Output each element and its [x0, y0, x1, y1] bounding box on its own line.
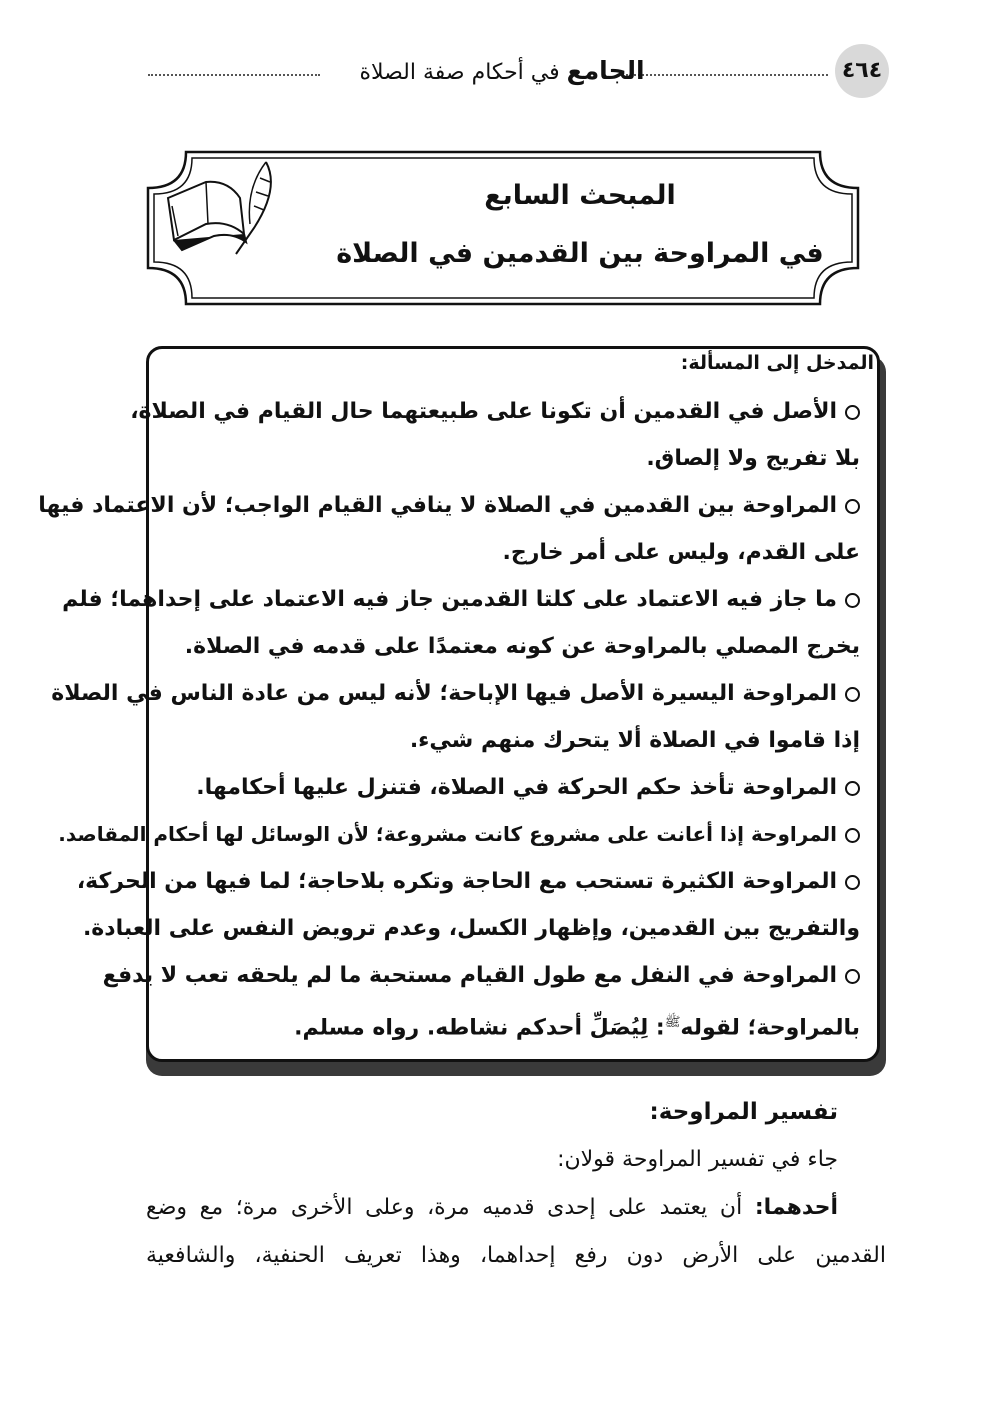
summary-line: المراوحة بين القدمين في الصلاة لا ينافي القيام الواجب؛ لأن الاعتماد فيها — [160, 482, 860, 529]
first-opinion-label: أحدهما: — [754, 1195, 838, 1220]
bullet-icon — [845, 781, 860, 796]
book-quill-icon — [162, 158, 282, 258]
bullet-icon — [845, 969, 860, 984]
header-title-rest: في أحكام صفة الصلاة — [359, 60, 560, 85]
body-text — [146, 1088, 886, 1280]
body-paragraph-line: القدمين على الأرض دون رفع إحداهما، وهذا تعريف الحنفية، والشافعية — [146, 1243, 886, 1268]
summary-line: ما جاز فيه الاعتماد على كلتا القدمين جاز فيه الاعتماد على إحداهما؛ فلم — [160, 576, 860, 623]
summary-line: والتفريج بين القدمين، وإظهار الكسل، وعدم ترويض النفس على العبادة. — [82, 916, 860, 941]
summary-line: المراوحة الكثيرة تستحب مع الحاجة وتكره بلاحاجة؛ لما فيها من الحركة، — [160, 858, 860, 905]
bullet-icon — [845, 828, 860, 843]
chapter-title: المبحث السابع — [484, 180, 676, 211]
summary-line: بلا تفريج ولا إلصاق. — [646, 446, 860, 471]
summary-line: المراوحة اليسيرة الأصل فيها الإباحة؛ لأنه ليس من عادة الناس في الصلاة — [160, 670, 860, 717]
summary-line: الأصل في القدمين أن تكونا على طبيعتهما حال القيام في الصلاة، — [160, 388, 860, 435]
summary-line: على القدم، وليس على أمر خارج. — [502, 540, 860, 565]
summary-line: بالمراوحة؛ لقوله$^ﷺ$: لِيُصَلِّ أحدكم نشاطه. رواه مسلم. — [294, 1015, 860, 1041]
honorific-glyph: ﷺ — [664, 1015, 681, 1030]
summary-heading: المدخل إلى المسألة: — [680, 352, 874, 374]
body-intro: جاء في تفسير المراوحة قولان: — [557, 1147, 838, 1172]
bullet-icon — [845, 687, 860, 702]
summary-lines — [38, 388, 860, 1046]
summary-line: إذا قاموا في الصلاة ألا يتحرك منهم شيء. — [409, 728, 860, 753]
body-paragraph-line: أحدهما: أن يعتمد على إحدى قدميه مرة، وعلى الأخرى مرة؛ مع وضع — [146, 1195, 838, 1220]
bullet-icon — [845, 875, 860, 890]
bullet-icon — [845, 593, 860, 608]
header-title-bold: الجامع — [566, 56, 645, 85]
chapter-subtitle: في المراوحة بين القدمين في الصلاة — [336, 238, 824, 269]
bullet-icon — [845, 499, 860, 514]
summary-line: المراوحة تأخذ حكم الحركة في الصلاة، فتنزل عليها أحكامها. — [160, 764, 860, 811]
section-heading: تفسير المراوحة: — [649, 1099, 838, 1125]
page-number: ٤٦٤ — [835, 44, 889, 98]
summary-line: المراوحة إذا أعانت على مشروع كانت مشروعة؛ لأن الوسائل لها أحكام المقاصد. — [160, 811, 860, 858]
bullet-icon — [845, 405, 860, 420]
summary-line: المراوحة في النفل مع طول القيام مستحبة ما لم يلحقه تعب لا يدفع — [160, 952, 860, 999]
summary-line: يخرج المصلي بالمراوحة عن كونه معتمدًا على قدمه في الصلاة. — [184, 634, 860, 659]
